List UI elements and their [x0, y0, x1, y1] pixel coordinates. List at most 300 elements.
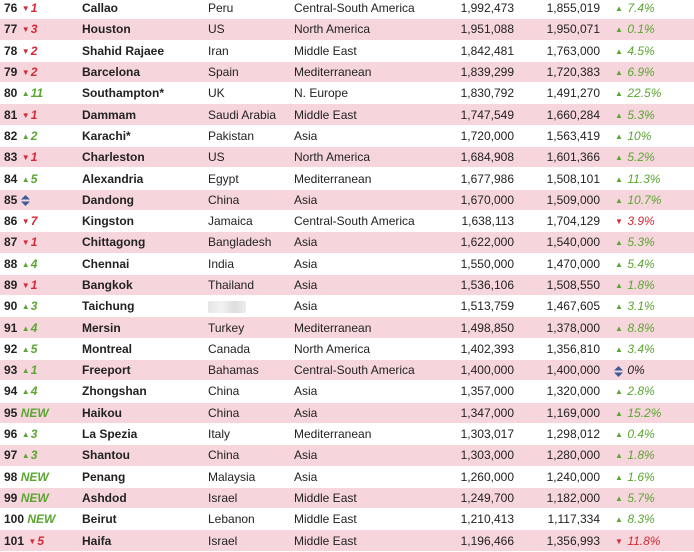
- rank-change: 3: [30, 448, 38, 463]
- teu-previous: 1,182,000: [522, 487, 608, 508]
- country-cell: [202, 104, 288, 125]
- region-name: Middle East: [288, 509, 436, 530]
- growth-cell: [608, 147, 694, 168]
- growth-value: 5.3%: [627, 107, 655, 122]
- table-row: [0, 360, 694, 381]
- growth-cell: [608, 381, 694, 402]
- growth-down-arrow-icon: ▼: [615, 217, 623, 227]
- region-name: Central-South America: [288, 0, 436, 19]
- teu-previous: 1,563,419: [522, 125, 608, 146]
- rank-number: 82: [4, 128, 18, 143]
- growth-value: 0%: [627, 363, 645, 378]
- country-cell: [202, 232, 288, 253]
- country-name: Egypt: [208, 171, 239, 186]
- growth-cell: [608, 487, 694, 508]
- growth-cell: [608, 253, 694, 274]
- rank-number: 92: [4, 341, 18, 356]
- growth-value: 1.6%: [627, 469, 655, 484]
- port-name: Shahid Rajaee: [76, 40, 202, 61]
- table-row: [0, 40, 694, 61]
- table-row: [0, 125, 694, 146]
- rank-change: 1: [30, 235, 38, 250]
- country-cell: [202, 296, 288, 317]
- rank-cell: [0, 466, 76, 487]
- country-cell: [202, 125, 288, 146]
- country-cell: [202, 445, 288, 466]
- country-cell: [202, 381, 288, 402]
- rank-cell: [0, 509, 76, 530]
- rank-up-arrow-icon: ▲: [21, 89, 30, 99]
- table-row: [0, 317, 694, 338]
- teu-current: 1,747,549: [436, 104, 522, 125]
- growth-cell: [608, 402, 694, 423]
- rank-up-arrow-icon: ▲: [21, 366, 30, 376]
- rank-change: NEW: [27, 512, 56, 527]
- country-name: Canada: [208, 341, 251, 356]
- teu-previous: 1,378,000: [522, 317, 608, 338]
- growth-value: 0.4%: [627, 427, 655, 442]
- rank-number: 94: [4, 384, 18, 399]
- growth-cell: [608, 423, 694, 444]
- teu-current: 1,303,017: [436, 423, 522, 444]
- rank-up-arrow-icon: ▲: [21, 430, 30, 440]
- teu-previous: 1,470,000: [522, 253, 608, 274]
- country-cell: [202, 253, 288, 274]
- rank-change: 5: [30, 171, 38, 186]
- rank-number: 77: [4, 22, 18, 37]
- country-cell: [202, 530, 288, 551]
- rank-cell: [0, 168, 76, 189]
- country-cell: [202, 466, 288, 487]
- country-name: Saudi Arabia: [208, 107, 277, 122]
- growth-up-arrow-icon: ▲: [615, 408, 623, 418]
- rank-cell: [0, 210, 76, 231]
- country-name: Pakistan: [208, 128, 255, 143]
- port-name: Barcelona: [76, 61, 202, 82]
- rank-change: 4: [30, 256, 38, 271]
- region-name: North America: [288, 338, 436, 359]
- port-name: Kingston: [76, 210, 202, 231]
- growth-value: 10%: [627, 128, 652, 143]
- country-cell: [202, 487, 288, 508]
- port-name: Southampton*: [76, 83, 202, 104]
- rank-up-arrow-icon: ▲: [21, 451, 30, 461]
- rank-up-arrow-icon: ▲: [21, 302, 30, 312]
- table-row: [0, 530, 694, 551]
- growth-up-arrow-icon: ▲: [615, 110, 623, 120]
- port-name: Karachi*: [76, 125, 202, 146]
- port-name: Haikou: [76, 402, 202, 423]
- growth-up-arrow-icon: ▲: [615, 323, 623, 333]
- port-name: Bangkok: [76, 274, 202, 295]
- teu-previous: 1,356,993: [522, 530, 608, 551]
- table-row: [0, 509, 694, 530]
- rank-number: 95: [4, 405, 18, 420]
- teu-previous: 1,720,383: [522, 61, 608, 82]
- rank-cell: [0, 487, 76, 508]
- teu-previous: 1,509,000: [522, 189, 608, 210]
- country-cell: [202, 423, 288, 444]
- teu-current: 1,992,473: [436, 0, 522, 19]
- growth-cell: [608, 232, 694, 253]
- region-name: Asia: [288, 125, 436, 146]
- rank-number: 76: [4, 1, 18, 16]
- table-row: [0, 232, 694, 253]
- rank-change: 5: [30, 341, 38, 356]
- country-name: Malaysia: [208, 469, 256, 484]
- teu-current: 1,638,113: [436, 210, 522, 231]
- rank-change: 1: [30, 1, 38, 16]
- rank-number: 91: [4, 320, 18, 335]
- table-row: [0, 381, 694, 402]
- rank-change: 2: [30, 43, 38, 58]
- port-name: Alexandria: [76, 168, 202, 189]
- teu-previous: 1,169,000: [522, 402, 608, 423]
- port-name: Montreal: [76, 338, 202, 359]
- country-cell: [202, 338, 288, 359]
- port-name: Houston: [76, 19, 202, 40]
- growth-up-arrow-icon: ▲: [615, 515, 623, 525]
- rank-change: 3: [30, 22, 38, 37]
- growth-up-arrow-icon: ▲: [615, 281, 623, 290]
- rank-cell: [0, 189, 76, 210]
- growth-up-arrow-icon: ▲: [615, 174, 623, 184]
- growth-up-arrow-icon: ▲: [615, 493, 623, 503]
- growth-cell: [608, 530, 694, 551]
- teu-previous: 1,855,019: [522, 0, 608, 19]
- country-name: Peru: [208, 1, 234, 16]
- teu-current: 1,400,000: [436, 360, 522, 381]
- teu-current: 1,839,299: [436, 61, 522, 82]
- rank-cell: [0, 232, 76, 253]
- table-row: [0, 189, 694, 210]
- growth-value: 15.2%: [627, 405, 662, 420]
- region-name: North America: [288, 19, 436, 40]
- teu-current: 1,670,000: [436, 189, 522, 210]
- country-name: Turkey: [208, 320, 245, 335]
- growth-cell: [608, 104, 694, 125]
- country-name: Lebanon: [208, 512, 255, 527]
- country-cell: [202, 317, 288, 338]
- rank-up-arrow-icon: ▲: [21, 131, 30, 141]
- rank-change: 1: [30, 150, 38, 165]
- teu-previous: 1,660,284: [522, 104, 608, 125]
- growth-up-arrow-icon: ▲: [615, 472, 623, 482]
- region-name: Middle East: [288, 487, 436, 508]
- growth-cell: [608, 360, 694, 381]
- country-cell: [202, 61, 288, 82]
- growth-up-arrow-icon: ▲: [615, 195, 623, 205]
- table-row: [0, 445, 694, 466]
- region-name: Asia: [288, 253, 436, 274]
- teu-current: 1,303,000: [436, 445, 522, 466]
- region-name: Asia: [288, 274, 436, 295]
- region-name: Asia: [288, 189, 436, 210]
- rank-number: 89: [4, 278, 18, 292]
- rank-cell: [0, 381, 76, 402]
- rank-cell: [0, 40, 76, 61]
- port-name: Shantou: [76, 445, 202, 466]
- rank-cell: [0, 19, 76, 40]
- country-name: Bahamas: [208, 363, 259, 378]
- teu-previous: 1,540,000: [522, 232, 608, 253]
- rank-cell: [0, 61, 76, 82]
- teu-current: 1,210,413: [436, 509, 522, 530]
- rank-change: 1: [30, 278, 38, 292]
- growth-value: 3.4%: [627, 341, 655, 356]
- rank-change: NEW: [20, 405, 49, 420]
- rank-up-arrow-icon: ▲: [21, 323, 30, 333]
- rank-change: NEW: [20, 490, 49, 505]
- country-cell: [202, 402, 288, 423]
- rank-cell: [0, 125, 76, 146]
- growth-cell: [608, 338, 694, 359]
- teu-current: 1,550,000: [436, 253, 522, 274]
- teu-current: 1,357,000: [436, 381, 522, 402]
- rank-cell: [0, 530, 76, 551]
- rank-change: 5: [37, 533, 45, 548]
- port-name: Penang: [76, 466, 202, 487]
- country-name: US: [208, 22, 225, 37]
- table-row: [0, 83, 694, 104]
- port-name: Mersin: [76, 317, 202, 338]
- growth-cell: [608, 168, 694, 189]
- growth-down-arrow-icon: ▼: [615, 536, 623, 546]
- table-row: [0, 274, 694, 295]
- teu-previous: 1,320,000: [522, 381, 608, 402]
- growth-cell: [608, 296, 694, 317]
- port-name: Freeport: [76, 360, 202, 381]
- rank-change: 1: [30, 363, 38, 378]
- rank-change: NEW: [20, 469, 49, 484]
- growth-value: 3.1%: [627, 299, 655, 314]
- region-name: North America: [288, 147, 436, 168]
- rank-change: 1: [30, 107, 38, 122]
- rank-change: 4: [30, 320, 38, 335]
- teu-current: 1,196,466: [436, 530, 522, 551]
- port-name: Dandong: [76, 189, 202, 210]
- growth-up-arrow-icon: ▲: [615, 344, 623, 354]
- port-name: Zhongshan: [76, 381, 202, 402]
- rank-down-arrow-icon: ▼: [28, 536, 37, 546]
- growth-cell: [608, 83, 694, 104]
- region-name: Asia: [288, 296, 436, 317]
- growth-up-arrow-icon: ▲: [615, 25, 623, 35]
- growth-value: 8.3%: [627, 512, 655, 527]
- rank-number: 79: [4, 65, 18, 80]
- rank-cell: [0, 402, 76, 423]
- teu-current: 1,260,000: [436, 466, 522, 487]
- rank-cell: [0, 83, 76, 104]
- country-cell: [202, 189, 288, 210]
- growth-value: 2.8%: [627, 384, 655, 399]
- region-name: Mediterranean: [288, 423, 436, 444]
- rank-up-arrow-icon: ▲: [21, 259, 30, 269]
- country-cell: [202, 40, 288, 61]
- growth-value: 11.3%: [627, 171, 661, 186]
- growth-up-arrow-icon: ▲: [615, 302, 623, 312]
- growth-cell: [608, 19, 694, 40]
- rank-cell: [0, 274, 76, 295]
- country-cell: [202, 0, 288, 19]
- country-name: UK: [208, 86, 225, 101]
- country-cell: [202, 509, 288, 530]
- teu-previous: 1,950,071: [522, 19, 608, 40]
- growth-unchanged-icon: [614, 366, 624, 377]
- rank-number: 83: [4, 150, 18, 165]
- rank-number: 98: [4, 469, 18, 484]
- growth-up-arrow-icon: ▲: [615, 131, 623, 141]
- port-name: Chittagong: [76, 232, 202, 253]
- rank-down-arrow-icon: ▼: [21, 68, 30, 78]
- country-name: Iran: [208, 43, 229, 58]
- rank-change: 3: [30, 299, 38, 314]
- table-row: [0, 338, 694, 359]
- growth-value: 0.1%: [627, 22, 655, 37]
- table-row: [0, 253, 694, 274]
- teu-previous: 1,763,000: [522, 40, 608, 61]
- rank-up-arrow-icon: ▲: [21, 174, 30, 184]
- region-name: Mediterranean: [288, 168, 436, 189]
- rank-number: 87: [4, 235, 18, 250]
- table-row: [0, 19, 694, 40]
- growth-value: 1.8%: [627, 278, 655, 292]
- redacted-country-blur: [208, 301, 246, 313]
- region-name: Mediterranean: [288, 317, 436, 338]
- rank-down-arrow-icon: ▼: [21, 4, 30, 14]
- country-name: Bangladesh: [208, 235, 272, 250]
- table-row: [0, 104, 694, 125]
- table-row: [0, 487, 694, 508]
- teu-previous: 1,491,270: [522, 83, 608, 104]
- growth-up-arrow-icon: ▲: [615, 89, 623, 99]
- growth-up-arrow-icon: ▲: [615, 46, 623, 56]
- table-row: [0, 210, 694, 231]
- growth-up-arrow-icon: ▲: [615, 4, 623, 14]
- rank-cell: [0, 360, 76, 381]
- country-name: Italy: [208, 427, 231, 442]
- region-name: Central-South America: [288, 360, 436, 381]
- growth-value: 5.2%: [627, 150, 655, 165]
- table-row: [0, 296, 694, 317]
- port-name: Callao: [76, 0, 202, 19]
- teu-current: 1,536,106: [436, 274, 522, 295]
- rank-number: 100: [4, 512, 25, 527]
- rank-cell: [0, 0, 76, 19]
- growth-value: 22.5%: [627, 86, 662, 101]
- table-row: [0, 0, 694, 19]
- growth-value: 4.5%: [627, 43, 655, 58]
- port-name: Haifa: [76, 530, 202, 551]
- teu-current: 1,347,000: [436, 402, 522, 423]
- rank-down-arrow-icon: ▼: [21, 217, 30, 227]
- rank-down-arrow-icon: ▼: [21, 153, 30, 163]
- country-name: China: [208, 448, 240, 463]
- growth-up-arrow-icon: ▲: [615, 387, 623, 397]
- rank-number: 93: [4, 363, 18, 378]
- rank-number: 80: [4, 86, 18, 101]
- rank-unchanged-icon: [21, 195, 31, 206]
- teu-previous: 1,298,012: [522, 423, 608, 444]
- rank-cell: [0, 445, 76, 466]
- table-row: [0, 61, 694, 82]
- country-name: China: [208, 384, 240, 399]
- growth-cell: [608, 189, 694, 210]
- region-name: Central-South America: [288, 210, 436, 231]
- rank-cell: [0, 296, 76, 317]
- rank-cell: [0, 338, 76, 359]
- growth-value: 1.8%: [627, 448, 655, 463]
- rank-cell: [0, 104, 76, 125]
- region-name: Asia: [288, 402, 436, 423]
- rank-up-arrow-icon: ▲: [21, 387, 30, 397]
- rank-down-arrow-icon: ▼: [21, 25, 30, 35]
- rank-number: 78: [4, 43, 18, 58]
- growth-up-arrow-icon: ▲: [615, 238, 623, 248]
- region-name: Asia: [288, 381, 436, 402]
- rank-number: 81: [4, 107, 18, 122]
- teu-current: 1,677,986: [436, 168, 522, 189]
- teu-current: 1,720,000: [436, 125, 522, 146]
- country-name: Israel: [208, 490, 238, 505]
- country-name: Thailand: [208, 278, 255, 292]
- region-name: N. Europe: [288, 83, 436, 104]
- rank-change: 2: [30, 128, 38, 143]
- growth-cell: [608, 210, 694, 231]
- country-name: Jamaica: [208, 214, 253, 229]
- region-name: Asia: [288, 445, 436, 466]
- rank-up-arrow-icon: ▲: [21, 344, 30, 354]
- teu-previous: 1,601,366: [522, 147, 608, 168]
- growth-value: 5.7%: [627, 490, 655, 505]
- growth-value: 11.8%: [627, 533, 661, 548]
- teu-current: 1,249,700: [436, 487, 522, 508]
- teu-previous: 1,704,129: [522, 210, 608, 231]
- growth-value: 5.3%: [627, 235, 655, 250]
- rank-change: 2: [30, 65, 38, 80]
- growth-value: 5.4%: [627, 256, 655, 271]
- country-cell: [202, 210, 288, 231]
- rank-number: 90: [4, 299, 18, 314]
- teu-previous: 1,400,000: [522, 360, 608, 381]
- rank-number: 96: [4, 427, 18, 442]
- country-cell: [202, 168, 288, 189]
- rank-number: 88: [4, 256, 18, 271]
- growth-value: 8.8%: [627, 320, 655, 335]
- growth-up-arrow-icon: ▲: [615, 451, 623, 461]
- rank-cell: [0, 253, 76, 274]
- region-name: Asia: [288, 466, 436, 487]
- teu-previous: 1,280,000: [522, 445, 608, 466]
- rank-down-arrow-icon: ▼: [21, 46, 30, 56]
- growth-cell: [608, 466, 694, 487]
- growth-up-arrow-icon: ▲: [615, 153, 623, 163]
- country-name: Israel: [208, 533, 238, 548]
- teu-current: 1,842,481: [436, 40, 522, 61]
- teu-previous: 1,356,810: [522, 338, 608, 359]
- table-row: [0, 147, 694, 168]
- rank-down-arrow-icon: ▼: [21, 110, 30, 120]
- region-name: Middle East: [288, 104, 436, 125]
- teu-previous: 1,508,101: [522, 168, 608, 189]
- growth-up-arrow-icon: ▲: [615, 430, 623, 440]
- rank-change: 4: [30, 384, 38, 399]
- growth-value: 6.9%: [627, 65, 655, 80]
- growth-cell: [608, 40, 694, 61]
- rank-down-arrow-icon: ▼: [21, 238, 30, 248]
- teu-previous: 1,240,000: [522, 466, 608, 487]
- growth-cell: [608, 445, 694, 466]
